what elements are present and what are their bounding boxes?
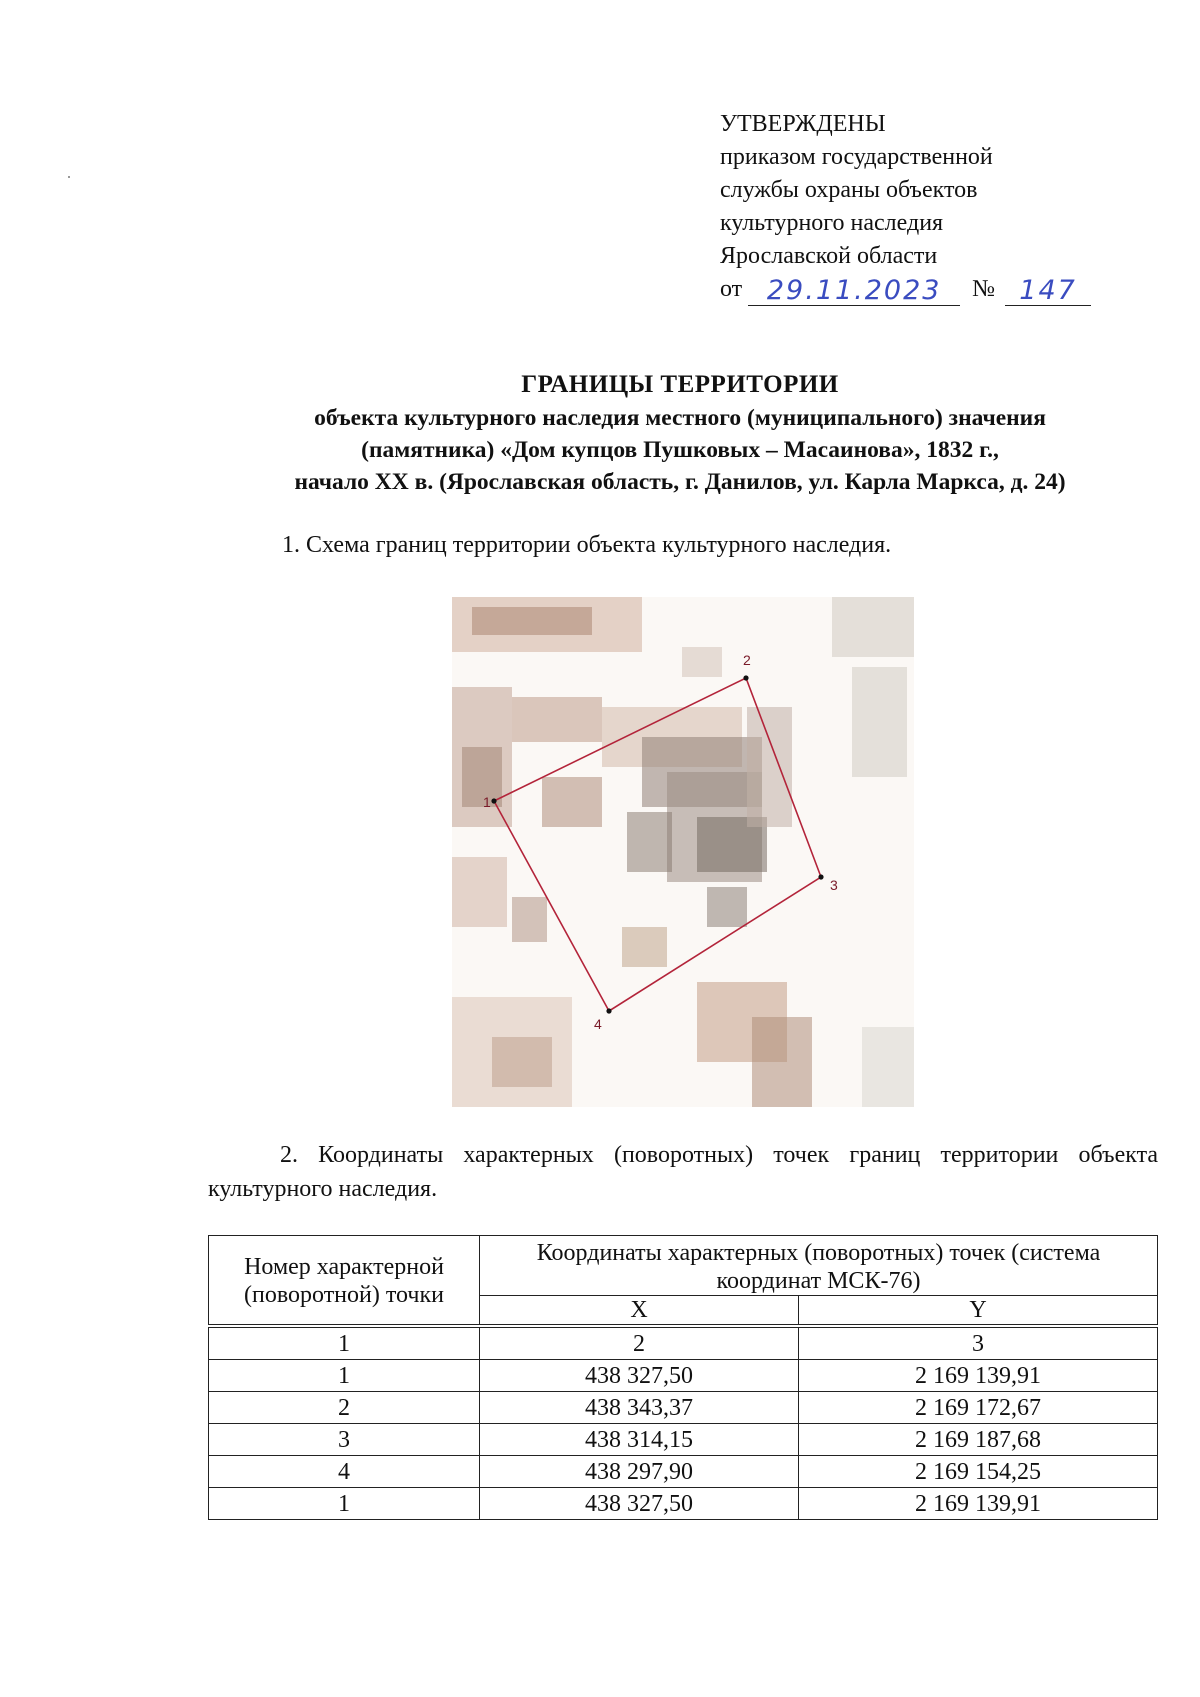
scan-speck [68, 176, 70, 178]
approval-line: Ярославской области [720, 243, 938, 269]
point-label-4: 4 [594, 1016, 602, 1032]
header-coordinates: Координаты характерных (поворотных) точек (система координат МСК-76) [480, 1236, 1158, 1296]
cell-y: 2 169 172,67 [799, 1392, 1158, 1424]
cell-point: 1 [209, 1488, 480, 1520]
approval-line: приказом государственной [720, 144, 993, 170]
handwritten-date: 29.11.2023 [748, 277, 960, 306]
header-y: Y [799, 1296, 1158, 1327]
boundary-scheme-map [452, 597, 914, 1107]
title-line: начало XX в. (Ярославская область, г. Данилов, ул. Карла Маркса, д. 24) [294, 469, 1066, 495]
cell-y: 2 169 154,25 [799, 1456, 1158, 1488]
cell-point: 3 [209, 1424, 480, 1456]
table-row [209, 1488, 1158, 1520]
cell-x: 438 297,90 [480, 1456, 799, 1488]
approval-heading: УТВЕРЖДЕНЫ [720, 111, 886, 137]
boundary-point-3 [818, 874, 823, 879]
date-prefix: от [720, 276, 743, 302]
cell-x: 438 343,37 [480, 1392, 799, 1424]
table-row [209, 1360, 1158, 1392]
header-x: X [480, 1296, 799, 1327]
section-1-heading: 1. Схема границ территории объекта культурного наследия. [282, 532, 892, 558]
point-label-3: 3 [830, 877, 838, 893]
column-index: 1 [209, 1326, 480, 1360]
cell-point: 4 [209, 1456, 480, 1488]
cell-x: 438 314,15 [480, 1424, 799, 1456]
boundary-point-1 [491, 798, 496, 803]
title-line: (памятника) «Дом купцов Пушковых – Масаинова», 1832 г., [361, 437, 999, 463]
cell-x: 438 327,50 [480, 1488, 799, 1520]
column-index: 2 [480, 1326, 799, 1360]
cell-y: 2 169 187,68 [799, 1424, 1158, 1456]
coordinates-table-body [209, 1326, 1158, 1520]
title-main: ГРАНИЦЫ ТЕРРИТОРИИ [521, 371, 839, 398]
section-2-heading: 2. Координаты характерных (поворотных) точек границ территории объекта культурного наследия. [208, 1142, 1158, 1202]
table-row [209, 1456, 1158, 1488]
approval-stamp [720, 108, 1091, 306]
cell-y: 2 169 139,91 [799, 1360, 1158, 1392]
cell-x: 438 327,50 [480, 1360, 799, 1392]
point-label-2: 2 [743, 652, 751, 668]
column-index: 3 [799, 1326, 1158, 1360]
number-sign: № [972, 276, 996, 302]
handwritten-number: 147 [1005, 277, 1091, 306]
table-row [209, 1424, 1158, 1456]
title-line: объекта культурного наследия местного (муниципального) значения [314, 405, 1046, 431]
approval-line: службы охраны объектов [720, 177, 978, 203]
header-point-number: Номер характерной (поворотной) точки [209, 1236, 480, 1327]
boundary-point-4 [606, 1008, 611, 1013]
cell-point: 1 [209, 1360, 480, 1392]
cell-point: 2 [209, 1392, 480, 1424]
document-title [100, 368, 1200, 498]
approval-date-row [720, 273, 1091, 306]
approval-line: культурного наследия [720, 210, 944, 236]
coordinates-table [208, 1235, 1158, 1520]
table-row [209, 1392, 1158, 1424]
point-label-1: 1 [483, 794, 491, 810]
cell-y: 2 169 139,91 [799, 1488, 1158, 1520]
boundary-point-2 [743, 675, 748, 680]
column-index-row [209, 1326, 1158, 1360]
